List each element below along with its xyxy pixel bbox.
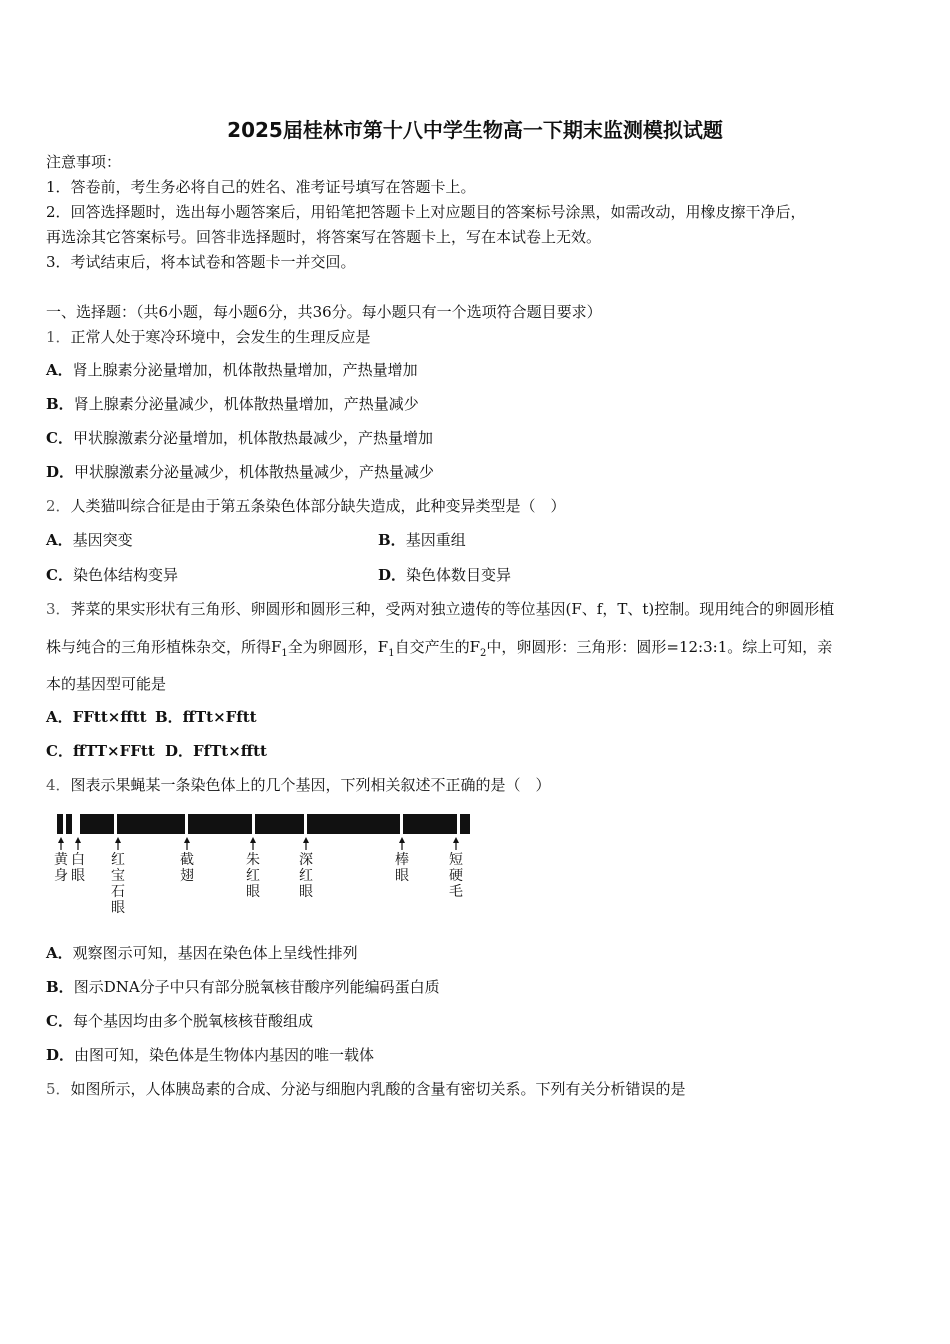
option-label: C． [46,1012,73,1030]
gene-markers [54,837,463,916]
q1-option-b[interactable] [46,394,419,414]
option-text: 基因重组 [405,531,466,549]
question-3-line-3: 本的基因型可能是 [46,675,167,693]
gene-arrow-head [184,837,190,843]
question-3-line-2 [46,637,832,664]
option-label: B． [46,395,74,413]
question-stem: 图表示果蝇某一条染色体上的几个基因，下列相关叙述不正确的是（ ） [70,776,551,794]
gene-segment [188,814,252,834]
question-number: 3． [46,600,71,618]
gene-segment [255,814,304,834]
q4-option-c[interactable] [46,1011,313,1031]
option-text: 每个基因均由多个脱氧核核苷酸组成 [72,1012,313,1030]
q3-option-b[interactable]: B．ffTt×Fftt [155,708,257,726]
question-stem: 正常人处于寒冷环境中，会发生的生理反应是 [70,328,371,346]
subscript: 1 [388,648,395,659]
section-heading: 一、选择题：（共6小题，每小题6分，共36分。每小题只有一个选项符合题目要求） [46,303,602,321]
option-label: D． [378,566,407,584]
q3-option-d[interactable]: D．FfTt×fftt [165,742,267,760]
q2-option-b[interactable] [378,530,466,550]
notice-item-1: 1．答卷前，考生务必将自己的姓名、准考证号填写在答题卡上。 [46,178,476,196]
option-text: 甲状腺激素分泌量增加，机体散热最减少，产热量增加 [72,429,433,447]
option-text: 甲状腺激素分泌量减少，机体散热量减少，产热量减少 [74,463,435,481]
option-label: C． [46,429,73,447]
gene-segment [307,814,400,834]
option-text: 肾上腺素分泌量增加，机体散热量增加，产热量增加 [72,361,418,379]
question-stem: 人类猫叫综合征是由于第五条染色体部分缺失造成，此种变异类型是（ ） [70,497,566,515]
option-label: A． [46,531,73,549]
option-text: 肾上腺素分泌量减少，机体散热量增加，产热量减少 [73,395,419,413]
q4-option-a[interactable] [46,943,358,963]
option-label: D． [46,1046,75,1064]
question-number: 1． [46,328,71,346]
gene-arrow-head [303,837,309,843]
q2-option-d[interactable] [378,565,511,585]
gene-arrow-head [75,837,81,843]
stem-part: 自交产生的F [394,638,481,656]
gene-segment [460,814,470,834]
q2-option-a[interactable] [46,530,133,550]
subscript: 1 [281,648,288,659]
exam-title: 2025届桂林市第十八中学生物高一下期末监测模拟试题 [227,118,723,142]
gene-label: 朱红眼 [246,852,260,900]
option-label: B． [378,531,406,549]
gene-arrow-head [115,837,121,843]
q3-option-a[interactable]: A．FFtt×fftt [46,708,147,726]
chromosome-bar [57,814,470,834]
q1-option-a[interactable] [46,360,418,380]
gene-segment [403,814,457,834]
gene-segment [80,814,114,834]
question-stem: 如图所示，人体胰岛素的合成、分泌与细胞内乳酸的含量有密切关系。下列有关分析错误的是 [70,1080,686,1098]
q2-option-c[interactable] [46,565,178,585]
gene-label: 棒眼 [395,852,409,884]
subscript: 2 [480,648,487,659]
gene-label: 截翅 [180,852,194,884]
question-4 [46,775,551,795]
notice-item-2b: 再选涂其它答案标号。回答非选择题时，将答案写在答题卡上，写在本试卷上无效。 [46,228,602,246]
gene-segment [66,814,72,834]
q1-option-d[interactable] [46,462,434,482]
gene-arrow-head [250,837,256,843]
gene-label: 短硬毛 [449,852,463,900]
option-text: 由图可知，染色体是生物体内基因的唯一载体 [74,1046,375,1064]
question-stem: 荠菜的果实形状有三角形、卵圆形和圆形三种，受两对独立遗传的等位基因(F、f，T、t)控制。现用纯合的卵圆形植 [70,600,835,618]
option-text: 染色体结构变异 [72,566,178,584]
stem-part: 株与纯合的三角形植株杂交，所得F [46,638,282,656]
gene-label: 白眼 [71,852,85,884]
question-number: 4． [46,776,71,794]
stem-part: 全为卵圆形，F [287,638,389,656]
notice-item-2a: 2．回答选择题时，选出每小题答案后，用铅笔把答题卡上对应题目的答案标号涂黑，如需改动，用橡皮擦干净后， [46,203,806,221]
question-2 [46,496,566,516]
option-text: 基因突变 [72,531,133,549]
option-label: C． [46,566,73,584]
q4-option-b[interactable] [46,977,440,997]
notice-heading: 注意事项： [46,153,122,171]
notice-item-3: 3．考试结束后，将本试卷和答题卡一并交回。 [46,253,356,271]
gene-label: 红宝石眼 [111,852,125,916]
gene-segment [117,814,185,834]
chromosome-diagram [52,810,482,920]
gene-arrow-head [399,837,405,843]
stem-part: 中，卵圆形：三角形：圆形=12:3:1。综上可知，亲 [486,638,833,656]
gene-segment [57,814,63,834]
option-text: 图示DNA分子中只有部分脱氧核苷酸序列能编码蛋白质 [73,978,440,996]
option-text: 染色体数目变异 [406,566,512,584]
question-1 [46,327,371,347]
option-label: A． [46,944,73,962]
q4-option-d[interactable] [46,1045,374,1065]
q1-option-c[interactable] [46,428,433,448]
question-number: 2． [46,497,71,515]
gene-label: 黄身 [54,852,68,884]
option-label: D． [46,463,75,481]
option-text: 观察图示可知，基因在染色体上呈线性排列 [72,944,358,962]
gene-arrow-head [453,837,459,843]
option-label: B． [46,978,74,996]
question-3-line-1 [46,599,834,619]
question-5 [46,1079,686,1099]
option-label: A． [46,361,73,379]
gene-arrow-head [58,837,64,843]
q3-option-c[interactable]: C．ffTT×FFtt [46,742,155,760]
gene-label: 深红眼 [299,852,313,900]
question-number: 5． [46,1080,71,1098]
